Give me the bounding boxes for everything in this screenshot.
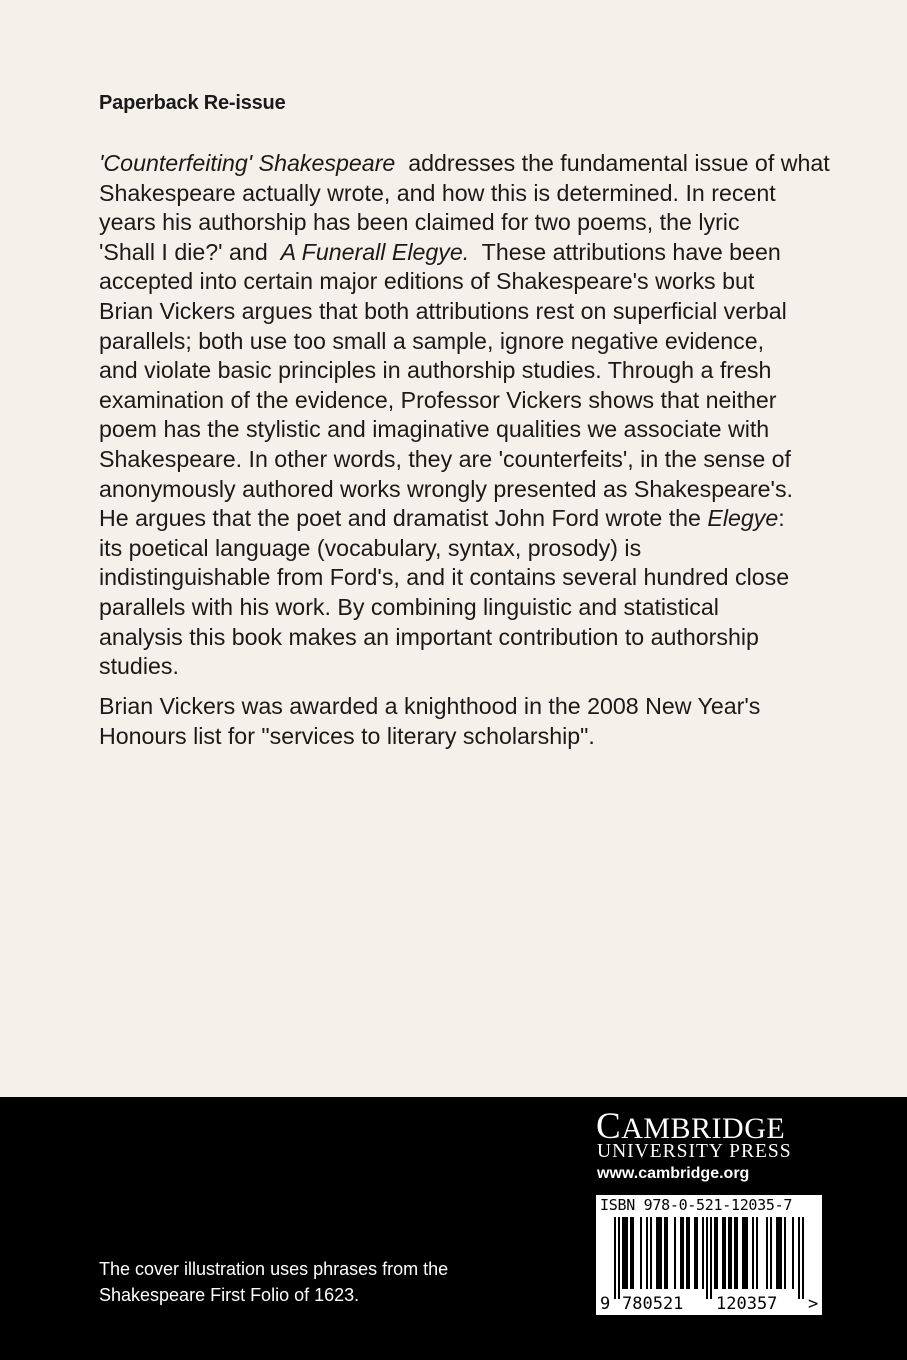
text-segment: anonymously authored works wrongly presented as Shakespeare's. xyxy=(99,475,793,502)
barcode-bar xyxy=(650,1217,652,1289)
text-segment: and violate basic principles in authorship studies. Through a fresh xyxy=(99,357,772,384)
text-segment: Shakespeare. In other words, they are 'counterfeits', in the sense of xyxy=(99,445,791,472)
text-segment: indistinguishable from Ford's, and it contains several hundred close xyxy=(99,564,790,591)
barcode-bar xyxy=(792,1217,794,1289)
barcode-bars xyxy=(596,1195,822,1315)
text-segment: analysis this book makes an important contribution to authorship xyxy=(99,623,759,650)
barcode-bar xyxy=(630,1217,632,1289)
barcode-bar xyxy=(778,1217,780,1289)
logo-initial: C xyxy=(596,1106,622,1147)
barcode-bar xyxy=(716,1217,718,1289)
text-segment: These attributions have been xyxy=(469,238,781,265)
text-line xyxy=(99,179,830,209)
text-segment: Brian Vickers argues that both attributions rest on superficial verbal xyxy=(99,297,787,324)
barcode-bar xyxy=(674,1217,676,1289)
text-line xyxy=(99,534,830,564)
text-line xyxy=(99,475,830,505)
text-line xyxy=(99,623,830,653)
barcode-bar xyxy=(756,1217,758,1289)
barcode-bar xyxy=(706,1217,708,1299)
text-line xyxy=(99,297,830,327)
barcode-digits: 780521 xyxy=(622,1294,684,1314)
text-line xyxy=(99,356,830,386)
text-segment: examination of the evidence, Professor Vickers shows that neither xyxy=(99,386,777,413)
barcode-bar xyxy=(752,1217,754,1289)
barcode-bar xyxy=(632,1217,634,1289)
barcode-bar xyxy=(736,1217,738,1289)
barcode-bar xyxy=(626,1217,628,1289)
text-segment: parallels; both use too small a sample, ignore negative evidence, xyxy=(99,327,765,354)
text-line xyxy=(99,149,830,179)
barcode-bar xyxy=(742,1217,744,1289)
author-honours-paragraph xyxy=(99,692,760,751)
barcode-bar xyxy=(776,1217,778,1289)
barcode-bar xyxy=(664,1217,666,1289)
text-line xyxy=(99,327,830,357)
text-line xyxy=(99,563,830,593)
barcode-bar xyxy=(770,1217,772,1289)
barcode-bar xyxy=(802,1217,804,1299)
barcode-bar xyxy=(618,1217,620,1299)
text-line xyxy=(99,386,830,416)
barcode-bar xyxy=(682,1217,684,1289)
isbn-barcode xyxy=(596,1195,822,1315)
text-line xyxy=(99,267,830,297)
barcode-digits: 120357 xyxy=(716,1294,778,1314)
barcode-bar xyxy=(656,1217,658,1289)
italic-title: A Funerall Elegye. xyxy=(280,238,470,265)
barcode-bar xyxy=(744,1217,746,1289)
text-segment: Honours list for "services to literary scholarship". xyxy=(99,722,595,749)
section-heading: Paperback Re-issue xyxy=(99,92,286,114)
barcode-bar xyxy=(722,1217,724,1289)
text-line xyxy=(99,208,830,238)
text-segment: addresses the fundamental issue of what xyxy=(395,150,830,176)
barcode-bar xyxy=(714,1217,716,1289)
barcode-bar xyxy=(702,1217,704,1289)
barcode-bar xyxy=(686,1217,688,1289)
barcode-bar xyxy=(730,1217,732,1289)
barcode-bar xyxy=(694,1217,696,1289)
text-segment: poem has the stylistic and imaginative qualities we associate with xyxy=(99,416,770,443)
barcode-bar xyxy=(734,1217,736,1289)
barcode-bar xyxy=(798,1217,800,1299)
cover-credit xyxy=(99,1256,448,1308)
text-line xyxy=(99,445,830,475)
barcode-bar xyxy=(646,1217,648,1289)
barcode-bar xyxy=(696,1217,698,1289)
text-line xyxy=(99,652,830,682)
text-segment: 'Shall I die?' and xyxy=(99,238,281,265)
text-segment: : xyxy=(778,505,785,532)
description-paragraph xyxy=(99,149,830,682)
barcode-digits: 9 xyxy=(600,1294,611,1314)
barcode-bar xyxy=(784,1217,786,1289)
barcode-bar xyxy=(622,1217,624,1289)
barcode-bar xyxy=(680,1217,682,1289)
text-segment: Brian Vickers was awarded a knighthood in the 2008 New Year's xyxy=(99,693,761,719)
text-segment: years his authorship has been claimed for two poems, the lyric xyxy=(99,209,740,236)
text-segment: its poetical language (vocabulary, syntax, prosody) is xyxy=(99,534,642,561)
barcode-bar xyxy=(688,1217,690,1289)
barcode-bar xyxy=(710,1217,712,1299)
text-segment: studies. xyxy=(99,653,179,680)
italic-title: Elegye xyxy=(707,505,779,532)
cover-credit-line: Shakespeare First Folio of 1623. xyxy=(99,1285,360,1305)
text-line xyxy=(99,415,830,445)
barcode-bar xyxy=(658,1217,660,1289)
text-segment: parallels with his work. By combining linguistic and statistical xyxy=(99,593,719,620)
text-segment: accepted into certain major editions of Shakespeare's works but xyxy=(99,268,755,295)
cover-credit-line: The cover illustration uses phrases from the xyxy=(99,1259,449,1279)
italic-title: 'Counterfeiting' Shakespeare xyxy=(99,150,396,176)
text-segment: He argues that the poet and dramatist John Ford wrote the xyxy=(99,505,708,532)
text-line xyxy=(99,593,830,623)
barcode-bar xyxy=(666,1217,668,1289)
text-segment: Shakespeare actually wrote, and how this is determined. In recent xyxy=(99,179,776,206)
barcode-bar xyxy=(780,1217,782,1289)
text-line xyxy=(99,722,760,752)
logo-rest: AMBRIDGE xyxy=(621,1112,786,1145)
footer-band xyxy=(0,1097,907,1360)
barcode-bar xyxy=(746,1217,748,1289)
text-line xyxy=(99,692,760,722)
barcode-bar xyxy=(766,1217,768,1289)
publisher-website: www.cambridge.org xyxy=(597,1165,750,1182)
barcode-bar xyxy=(624,1217,626,1289)
barcode-digits: > xyxy=(808,1294,819,1314)
barcode-bar xyxy=(724,1217,726,1289)
barcode-bar xyxy=(614,1217,616,1299)
barcode-bar xyxy=(640,1217,642,1289)
text-line xyxy=(99,238,830,268)
publisher-logo-subtitle: UNIVERSITY PRESS xyxy=(597,1141,792,1162)
barcode-bar xyxy=(728,1217,730,1289)
text-line xyxy=(99,504,830,534)
barcode-bar xyxy=(660,1217,662,1289)
isbn-label: ISBN 978-0-521-12035-7 xyxy=(600,1196,793,1214)
